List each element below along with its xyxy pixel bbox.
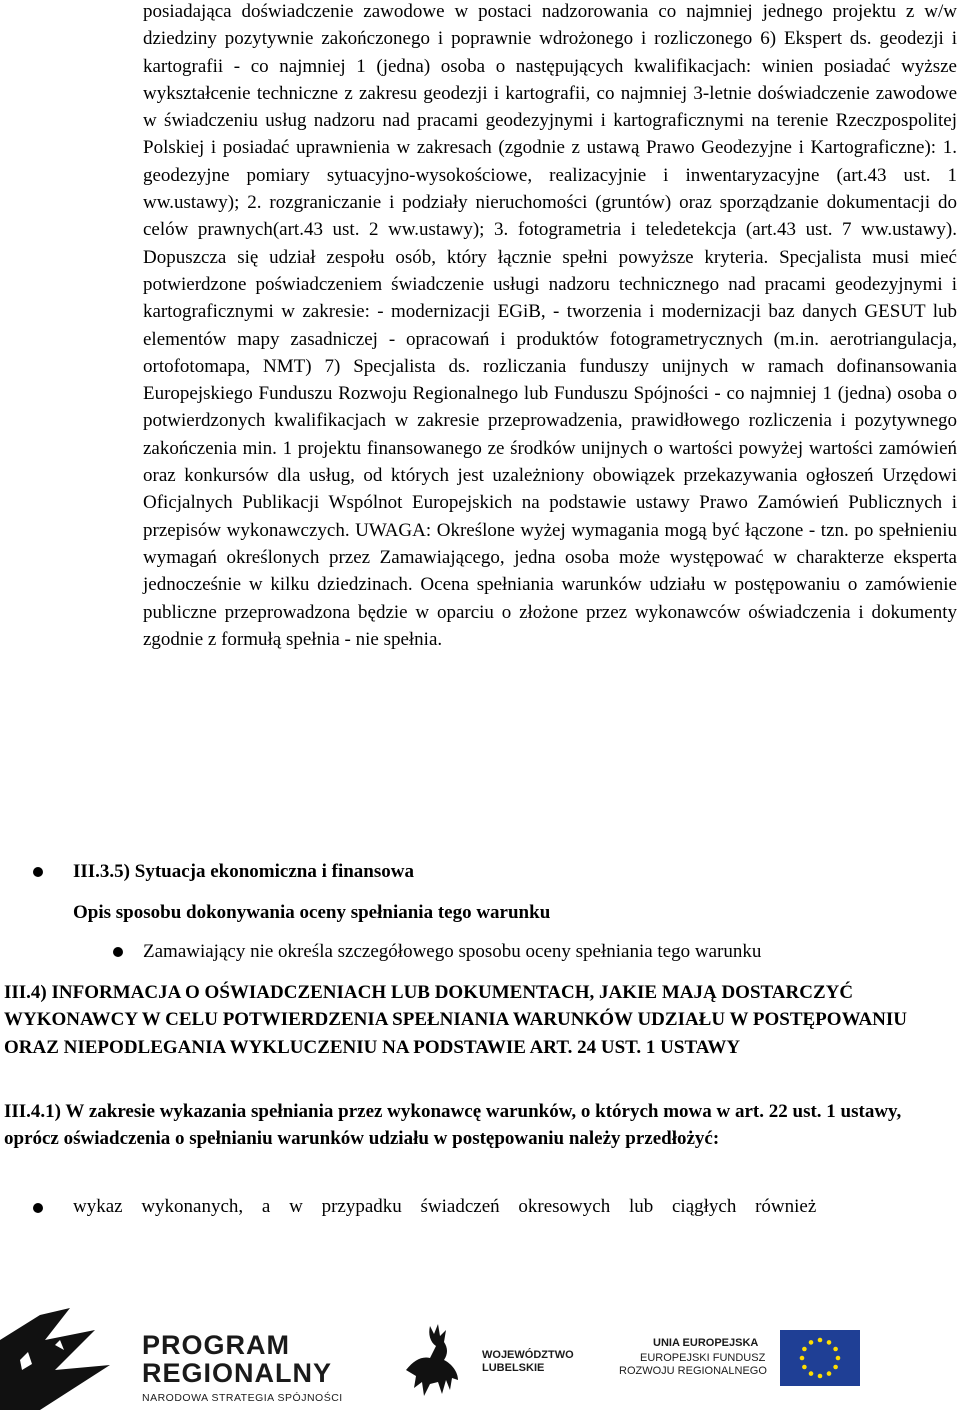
section-3-5-subheading: Opis sposobu dokonywania oceny spełniania tego warunku [73,902,551,923]
program-line3: NARODOWA STRATEGIA SPÓJNOŚCI [142,1392,343,1404]
section-4-bullet: wykaz wykonanych, a w przypadku świadczeń okresowych lub ciągłych również [73,1196,817,1217]
eu-line2: EUROPEJSKI FUNDUSZ [640,1352,766,1364]
section-4-1-heading: III.4.1) W zakresie wykazania spełniania przez wykonawcę warunków, o których mowa w art. 22 ust. 1 ustawy, oprócz oświadczenia o spełnianiu warunków udziału w postępowaniu należy przedłożyć: [4,1101,902,1150]
eu-flag-icon [780,1330,860,1386]
section-3-5-heading: III.3.5) Sytuacja ekonomiczna i finansowa [73,861,414,882]
section-4-heading: III.4) INFORMACJA O OŚWIADCZENIACH LUB DOKUMENTACH, JAKIE MAJĄ DOSTARCZYĆ WYKONAWCY W CELU POTWIERDZENIA SPEŁNIANIA WARUNKÓW UDZIAŁU W POSTĘPOWANIU ORAZ NIEPODLEGANIA WYKLUCZENIU NA PODSTAWIE ART. 24 UST. 1 USTAWY [4,982,908,1058]
eu-line1: UNIA EUROPEJSKA [653,1337,759,1349]
continuation-paragraph: posiadająca doświadczenie zawodowe w postaci nadzorowania co najmniej jednego projektu z w/w dziedziny pozytywnie zakończonego i poprawnie wdrożonego i rozliczonego 6) Ekspert ds. geodezji i kartografii - co najmniej 1 (jedna) osoba o następujących kwalifikacjach: winien posiadać wyższe wykształcenie techniczne z zakresu geodezji i kartografii, co najmniej 3-letnie doświadczenie zawodowe w świadczeniu usług nadzoru nad pracami geodezyjnymi i kartograficznymi na terenie Rzeczpospolitej Polskiej i posiadać uprawnienia w zakresach (zgodnie z ustawą Prawo Geodezyjne i Kartograficzne): 1. geodezyjne pomiary sytuacyjno-wysokościowe, realizacyjnie i inwentaryzacyjne (art.43 ust. 1 ww.ustawy); 2. rozgraniczanie i podziały nieruchomości (gruntów) oraz sporządzanie dokumentacji do celów prawnych(art.43 ust. 2 ww.ustawy); 3. fotogrametria i teledetekcja (art.43 ust. 7 ww.ustawy). Dopuszcza się udział zespołu osób, który łącznie spełni powyższe kryteria. Specjalista musi mieć potwierdzone poświadczeniem świadczenie usługi nadzoru technicznego nad pracami geodezyjnymi i kartograficznymi w zakresie: - modernizacji EGiB, - tworzenia i modernizacji baz danych GESUT lub elementów mapy zasadniczej - opracowań i produktów fotogrametrycznych (m.in. aerotriangulacja, ortofotomapa, NMT) 7) Specjalista ds. rozliczania funduszy unijnych w ramach dofinansowania Europejskiego Funduszu Rozwoju Regionalnego lub Funduszu Spójności - co najmniej 1 (jedna) osoba o potwierdzonych kwalifikacjach w zakresie przeprowadzenia, prawidłowego rozliczenia i pozytywnego zakończenia min. 1 projektu finansowanego ze środków unijnych o wartości powyżej wartości zamówień oraz konkursów dla usług, od których jest uzależniony obowiązek przekazywania ogłoszeń Urzędowi Oficjalnych Publikacji Wspólnot Europejskich na podstawie ustawy Prawo Zamówień Publicznych i przepisów wykonawczych. UWAGA: Określone wyżej wymagania mogą być łączone - tzn. po spełnieniu wymagań określonych przez Zamawiającego, jedna osoba może występować w charakterze eksperta jednocześnie w kilku dziedzinach. Ocena spełniania warunków udziału w postępowaniu o zamówienie publiczne przeprowadzona będzie w oparciu o złożone przez wykonawców oświadczenia i dokumenty zgodnie z formułą spełnia - nie spełnia. [143,1,957,650]
voivodeship-line2: LUBELSKIE [482,1362,545,1374]
eu-line3: ROZWOJU REGIONALNEGO [619,1365,767,1377]
voivodeship-line1: WOJEWÓDZTWO [482,1349,574,1361]
bullet-dot [113,947,123,957]
footer-logos [0,1300,960,1410]
lubelskie-deer-emblem-icon [400,1320,464,1400]
program-regionalny-logo-icon [0,1300,130,1410]
bullet-dot [33,867,43,877]
program-line2: REGIONALNY [142,1358,333,1388]
program-line1: PROGRAM [142,1330,290,1360]
bullet-dot [33,1203,43,1213]
section-3-5-bullet: Zamawiający nie określa szczegółowego sposobu oceny spełniania tego warunku [143,941,762,962]
